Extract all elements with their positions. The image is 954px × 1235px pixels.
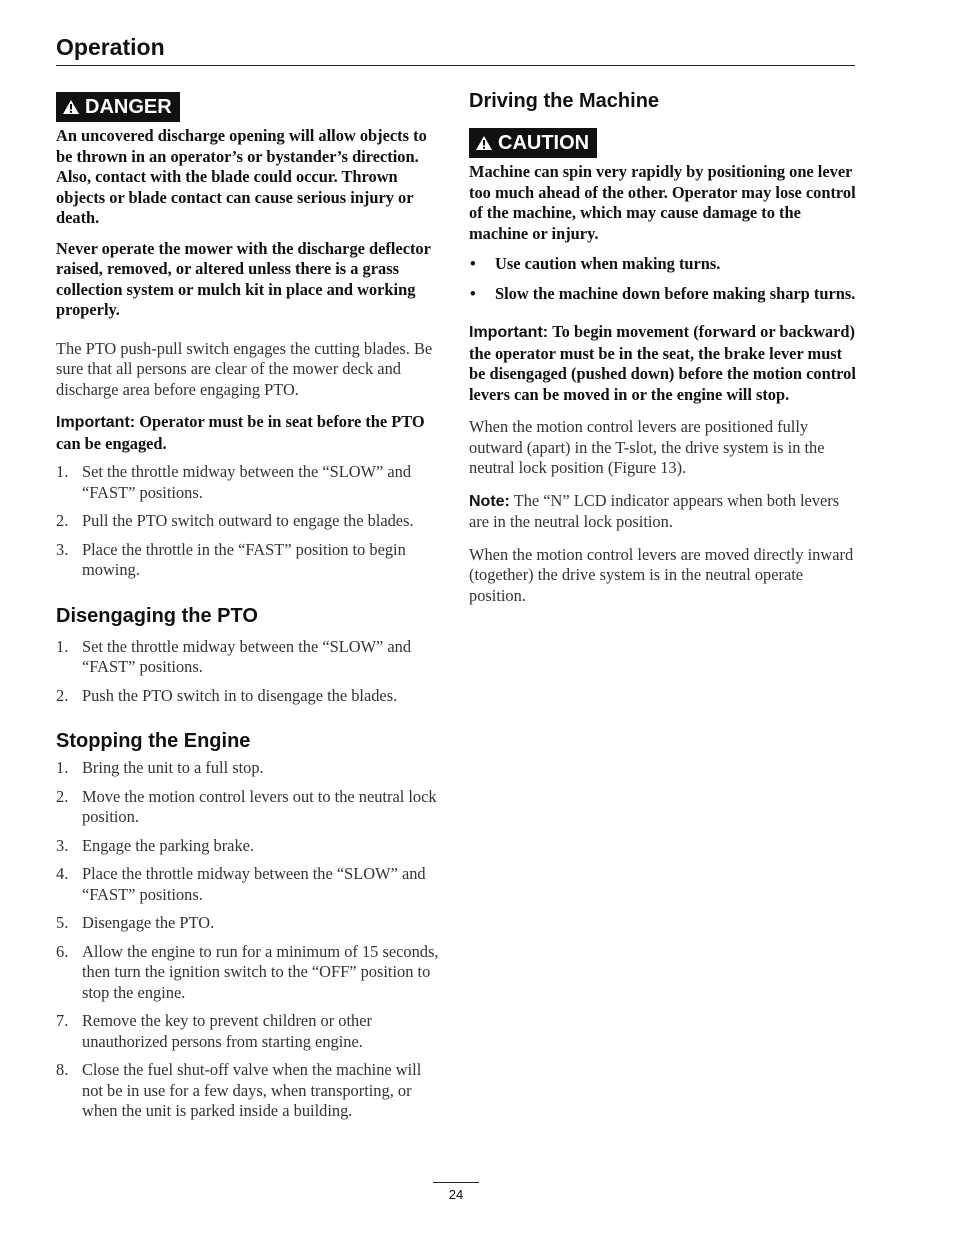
page-header	[56, 32, 855, 66]
list-item: 1. Bring the unit to a full stop.	[56, 758, 264, 777]
list-item: 7. Remove the key to prevent children or other unauthorized persons from starting engine.	[56, 1011, 372, 1051]
caution-bullets	[469, 254, 859, 304]
danger-text-1: An uncovered discharge opening will allow objects to be thrown in an operator’s or bystander’s direction. Also, contact with the blade could occur. Thrown objects or blade contact can cause serious injury or death.	[56, 126, 427, 227]
warning-triangle-icon	[475, 135, 493, 151]
caution-badge	[469, 128, 597, 158]
important-text: To begin movement (forward or backward) the operator must be in the seat, the brake lever must be disengaged (pushed down) before the motion control levers can be moved in or the engine will stop.	[469, 322, 856, 404]
important-note-driving	[469, 322, 859, 405]
danger-badge	[56, 92, 180, 122]
note-paragraph	[469, 491, 859, 533]
list-item: 2. Push the PTO switch in to disengage the blades.	[56, 685, 398, 705]
important-text: Operator must be in seat before the PTO can be engaged.	[56, 412, 425, 453]
caution-text: Machine can spin very rapidly by positioning one lever too much ahead of the other. Operator may lose control of the machine, which may cause damage to the machine or injury.	[469, 162, 856, 243]
note-label: Note:	[469, 492, 510, 510]
section-heading-driving: Driving the Machine	[469, 90, 660, 112]
danger-text-2: Never operate the mower with the discharge deflector raised, removed, or altered unless there is a grass collection system or mulch kit in place and working properly.	[56, 238, 431, 319]
list-item: 1. Set the throttle midway between the “SLOW” and “FAST” positions.	[56, 636, 412, 676]
engage-steps-list	[56, 462, 444, 581]
list-item: 1. Set the throttle midway between the “SLOW” and “FAST” positions.	[56, 462, 412, 502]
list-item: 5. Disengage the PTO.	[56, 913, 215, 932]
important-label: Important:	[469, 324, 549, 341]
list-item: 6. Allow the engine to run for a minimum of 15 seconds, then turn the ignition switch to the “OFF” position to stop the engine.	[56, 941, 439, 1002]
page-number: 24	[433, 1182, 479, 1202]
list-item: 8. Close the fuel shut-off valve when the machine will not be in use for a few days, when transporting, or when the unit is parked inside a building.	[56, 1060, 422, 1120]
neutral-operate-paragraph: When the motion control levers are moved directly inward (together) the drive system is in the neutral operate position.	[469, 544, 854, 605]
important-note-pto	[56, 412, 444, 454]
pto-intro: The PTO push-pull switch engages the cutting blades. Be sure that all persons are clear of the mower deck and discharge area before engaging PTO.	[56, 338, 433, 399]
caution-label: CAUTION	[498, 132, 590, 154]
danger-label: DANGER	[85, 96, 172, 118]
page-title: Operation	[56, 34, 165, 60]
warning-triangle-icon	[62, 99, 80, 115]
left-column	[56, 92, 444, 1134]
list-item: • Use caution when making turns.	[470, 254, 721, 273]
stopping-steps-list	[56, 758, 444, 1122]
list-item: 2. Move the motion control levers out to the neutral lock position.	[56, 786, 437, 826]
list-item: • Slow the machine down before making sharp turns.	[470, 283, 856, 303]
important-label: Important:	[56, 414, 136, 431]
section-heading-disengage: Disengaging the PTO	[56, 604, 258, 627]
list-item: 3. Engage the parking brake.	[56, 835, 255, 855]
neutral-lock-paragraph: When the motion control levers are positioned fully outward (apart) in the T-slot, the drive system is in the neutral lock position (Figure 13).	[469, 417, 825, 477]
list-item: 2. Pull the PTO switch outward to engage the blades.	[56, 511, 414, 530]
section-heading-stopping: Stopping the Engine	[56, 730, 251, 752]
list-item: 3. Place the throttle in the “FAST” position to begin mowing.	[56, 539, 406, 579]
disengage-steps-list	[56, 637, 444, 707]
note-text: The “N” LCD indicator appears when both levers are in the neutral lock position.	[469, 490, 840, 531]
list-item: 4. Place the throttle midway between the “SLOW” and “FAST” positions.	[56, 864, 426, 904]
right-column	[469, 88, 859, 618]
